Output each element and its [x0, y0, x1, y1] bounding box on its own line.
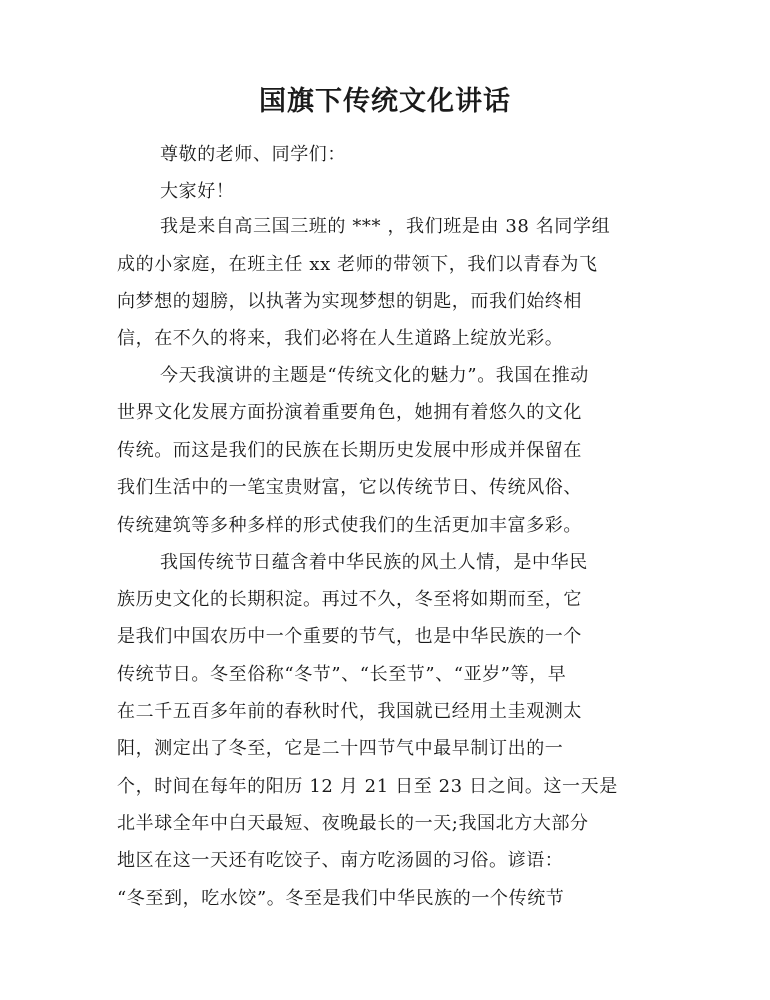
- paragraph-line: 个，时间在每年的阳历 12 月 21 日至 23 日之间。这一天是: [117, 776, 618, 797]
- paragraph-line: 我是来自高三国三班的 *** ，我们班是由 38 名同学组: [160, 216, 611, 237]
- paragraph-line: “冬至到，吃水饺”。冬至是我们中华民族的一个传统节: [117, 888, 565, 909]
- paragraph-line: 族历史文化的长期积淀。再过不久，冬至将如期而至，它: [117, 589, 582, 610]
- paragraph-line: 大家好！: [160, 181, 235, 202]
- paragraph-line: 传统。而这是我们的民族在长期历史发展中形成并保留在: [117, 440, 582, 461]
- paragraph-line: 是我们中国农历中一个重要的节气，也是中华民族的一个: [117, 626, 582, 647]
- paragraph-line: 成的小家庭，在班主任 xx 老师的带领下，我们以青春为飞: [117, 254, 598, 275]
- paragraph-line: 世界文化发展方面扮演着重要角色，她拥有着悠久的文化: [117, 402, 582, 423]
- paragraph-line: 北半球全年中白天最短、夜晚最长的一天;我国北方大部分: [117, 813, 589, 834]
- paragraph-line: 阳，测定出了冬至，它是二十四节气中最早制订出的一: [117, 738, 564, 759]
- paragraph-line: 传统节日。冬至俗称“冬节”、“长至节”、“亚岁”等，早: [117, 664, 567, 685]
- paragraph-line: 在二千五百多年前的春秋时代，我国就已经用土圭观测太: [117, 701, 582, 722]
- paragraph-line: 信，在不久的将来，我们必将在人生道路上绽放光彩。: [117, 328, 564, 349]
- paragraph-line: 今天我演讲的主题是“传统文化的魅力”。我国在推动: [160, 365, 589, 386]
- paragraph-line: 我国传统节日蕴含着中华民族的风土人情，是中华民: [160, 552, 588, 573]
- paragraph-line: 传统建筑等多种多样的形式使我们的生活更加丰富多彩。: [117, 515, 582, 536]
- paragraph-line: 向梦想的翅膀，以执著为实现梦想的钥匙，而我们始终相: [117, 291, 582, 312]
- paragraph-line: 我们生活中的一笔宝贵财富，它以传统节日、传统风俗、: [117, 477, 582, 498]
- document-title: 国旗下传统文化讲话: [259, 86, 511, 117]
- paragraph-line: 地区在这一天还有吃饺子、南方吃汤圆的习俗。谚语：: [117, 850, 564, 871]
- paragraph-line: 尊敬的老师、同学们：: [160, 144, 346, 165]
